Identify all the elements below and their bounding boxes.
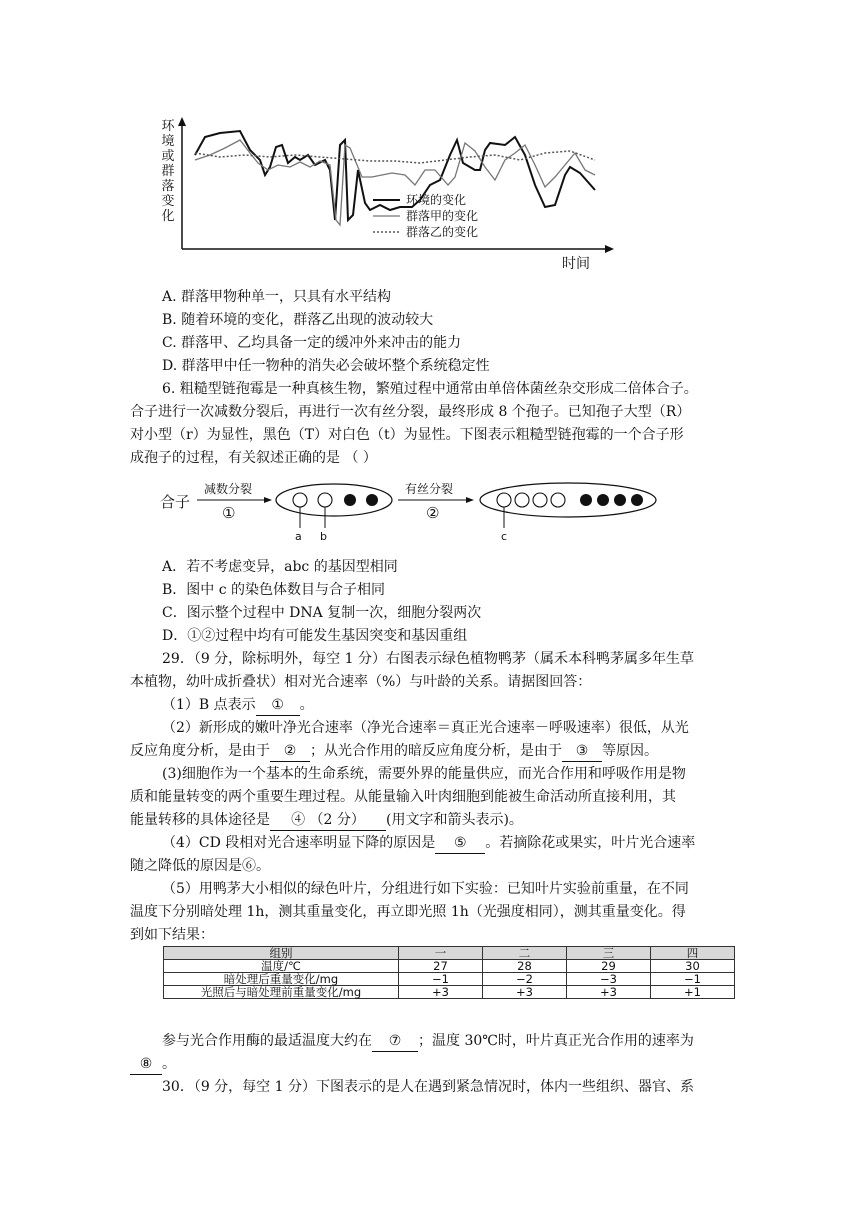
figure1-plot [150, 115, 630, 275]
spore-black [597, 494, 609, 506]
meiosis-arrow-head [264, 497, 272, 503]
community-b-line [195, 151, 595, 163]
q29-part5-line3: 到如下结果： [130, 927, 214, 943]
blank-4: ④ （2 分） [270, 810, 386, 831]
label-b: b [320, 530, 327, 543]
table-cell: −3 [567, 973, 651, 986]
table-cell: +1 [651, 986, 735, 999]
q6-option-a: A．若不考虑变异，abc 的基因型相同 [162, 559, 398, 575]
table-cell: 二 [483, 947, 567, 960]
q29-part5-line1: （5）用鸭茅大小相似的绿色叶片，分组进行如下实验：已知叶片实验前重量，在不同 [162, 881, 689, 897]
table-cell: −2 [483, 973, 567, 986]
experiment-results-table [163, 946, 735, 999]
q29-part4-line2: 随之降低的原因是⑥。 [130, 858, 270, 874]
q29-intro-line2: 本植物，幼叶成折叠状）相对光合速率（%）与叶龄的关系。请据图回答： [130, 674, 592, 690]
mitosis-label: 有丝分裂 [405, 482, 454, 496]
q6-stem-line4: 成孢子的过程，有关叙述正确的是 （ ） [130, 450, 377, 466]
spore-black [344, 494, 356, 506]
q5-option-b: B. 随着环境的变化，群落乙出现的波动较大 [162, 312, 434, 328]
figure1-y-label: 环 境 或 群 落 变 化 [161, 119, 175, 224]
spore-diagram-svg [160, 478, 670, 548]
q6-option-d: D．①②过程中均有可能发生基因突变和基因重组 [162, 628, 468, 644]
spore-black [631, 494, 643, 506]
figure1-y-axis-arrow [178, 117, 186, 126]
spore-black [614, 494, 626, 506]
meiosis-label: 减数分裂 [204, 482, 253, 496]
figure1-x-label: 时间 [562, 256, 590, 272]
spore-white [293, 493, 307, 507]
q29-part3-line3: 能量转移的具体途径是 ④ （2 分） (用文字和箭头表示)。 [130, 810, 523, 831]
q29-part3-line1: (3)细胞作为一个基本的生命系统，需要外界的能量供应，而光合作用和呼吸作用是物 [162, 766, 686, 782]
q6-option-b: B．图中 c 的染色体数目与合子相同 [162, 582, 386, 598]
table-cell: +3 [483, 986, 567, 999]
q29-part2-line1: （2）新形成的嫩叶净光合速率（净光合速率＝真正光合速率－呼吸速率）很低，从光 [162, 720, 689, 736]
table-cell: 组别 [164, 947, 399, 960]
environment-change-line [195, 131, 595, 220]
q6-option-c: C．图示整个过程中 DNA 复制一次，细胞分裂两次 [162, 605, 482, 621]
q6-stem-line1: 6. 粗糙型链孢霉是一种真核生物，繁殖过程中通常由单倍体菌丝杂交形成二倍体合子。 [162, 381, 698, 397]
table-cell: 29 [567, 960, 651, 973]
table-cell: 光照后与暗处理前重量变化/mg [164, 986, 399, 999]
q29-part5-line2: 温度下分别暗处理 1h，测其重量变化，再立即光照 1h（光强度相同），测其重量变化。得 [130, 904, 686, 920]
figure1-x-axis-arrow [605, 245, 614, 253]
q29-part2-line2: 反应角度分析，是由于 ② ；从光合作用的暗反应角度分析，是由于 ③ 等原因。 [130, 741, 658, 762]
spore-black [366, 494, 378, 506]
table-row [164, 947, 735, 960]
q29-part4-line1: （4）CD 段相对光合速率明显下降的原因是 ⑤ 。若摘除花或果实，叶片光合速率 [162, 833, 695, 854]
table-cell: 四 [651, 947, 735, 960]
spore-white [533, 493, 547, 507]
table-cell: 28 [483, 960, 567, 973]
spore-white [497, 493, 511, 507]
q5-option-c: C. 群落甲、乙均具备一定的缓冲外来冲击的能力 [162, 335, 462, 351]
q6-stem-line3: 对小型（r）为显性，黑色（T）对白色（t）为显性。下图表示粗糙型链孢霉的一个合子形 [130, 427, 684, 443]
q6-stem-line2: 合子进行一次减数分裂后，再进行一次有丝分裂，最终形成 8 个孢子。已知孢子大型（R） [130, 404, 691, 420]
blank-2: ② [270, 741, 310, 762]
legend-community-a-label: 群落甲的变化 [406, 209, 479, 223]
q29-part3-line2: 质和能量转变的两个重要生理过程。从能量输入叶肉细胞到能被生命活动所直接利用，其 [130, 789, 676, 805]
meiosis-number: ① [222, 504, 236, 522]
blank-3: ③ [562, 741, 602, 762]
blank-5: ⑤ [435, 833, 485, 854]
table-cell: 温度/℃ [164, 960, 399, 973]
blank-8: ⑧ [130, 1054, 162, 1075]
q29-part6-line2: ⑧ 。 [130, 1054, 176, 1075]
table-cell: 27 [399, 960, 483, 973]
spore-black [580, 494, 592, 506]
table-cell: +3 [399, 986, 483, 999]
label-c: c [501, 530, 508, 543]
community-change-figure [150, 115, 630, 275]
legend-environment-label: 环境的变化 [406, 193, 467, 207]
spore-white [551, 493, 565, 507]
table-cell: 暗处理后重量变化/mg [164, 973, 399, 986]
blank-7: ⑦ [372, 1031, 418, 1052]
q29-intro-line1: 29．（9 分，除标明外，每空 1 分）右图表示绿色植物鸭茅（属禾本科鸭茅属多年生草 [162, 651, 694, 667]
mitosis-arrow-head [466, 497, 474, 503]
table-cell: 一 [399, 947, 483, 960]
table-row [164, 973, 735, 986]
zygote-label: 合子 [160, 493, 191, 511]
table-cell: 30 [651, 960, 735, 973]
q5-option-a: A. 群落甲物种单一，只具有水平结构 [162, 289, 392, 305]
q30-stem-line1: 30．（9 分，每空 1 分）下图表示的是人在遇到紧急情况时，体内一些组织、器官、系 [162, 1079, 694, 1095]
table-row [164, 960, 735, 973]
table-cell: 三 [567, 947, 651, 960]
spore-formation-diagram [160, 478, 670, 548]
spore-white [515, 493, 529, 507]
q29-part6-line1: 参与光合作用酶的最适温度大约在 ⑦ ；温度 30℃时，叶片真正光合作用的速率为 [162, 1031, 694, 1052]
table-cell: +3 [567, 986, 651, 999]
table-row [164, 986, 735, 999]
legend-community-b-label: 群落乙的变化 [406, 225, 479, 239]
blank-1: ① [256, 695, 300, 716]
q5-option-d: D. 群落甲中任一物种的消失必会破坏整个系统稳定性 [162, 358, 490, 374]
q29-part1: （1）B 点表示 ① 。 [162, 695, 314, 716]
table-cell: −1 [399, 973, 483, 986]
label-a: a [295, 530, 302, 543]
table-cell: −1 [651, 973, 735, 986]
mitosis-number: ② [426, 504, 440, 522]
spore-white [318, 493, 332, 507]
